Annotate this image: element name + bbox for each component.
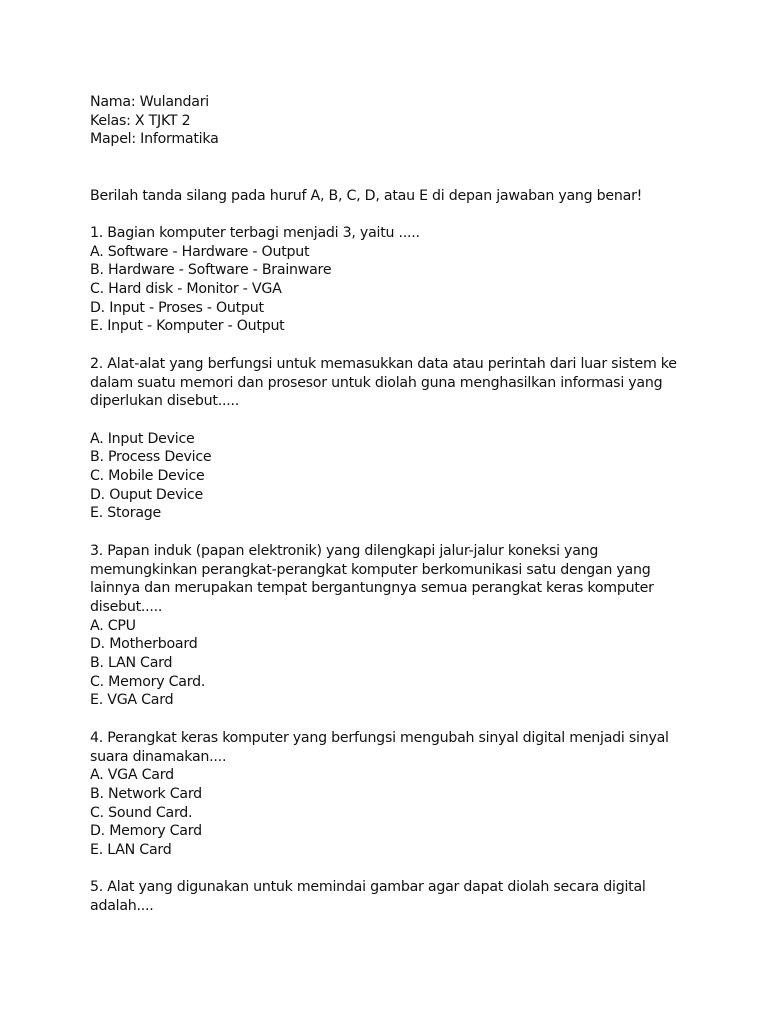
- question-text-line: 1. Bagian komputer terbagi menjadi 3, yaitu .....: [90, 224, 420, 241]
- student-name: Nama: Wulandari: [90, 94, 209, 110]
- answer-option-a: A. VGA Card: [90, 767, 174, 784]
- answer-option-d: D. Memory Card: [90, 823, 202, 840]
- spacer: [90, 205, 710, 224]
- spacer: [90, 523, 710, 542]
- document-page: [90, 93, 710, 916]
- question-text-line: disebut.....: [90, 598, 163, 615]
- answer-option-b: B. Network Card: [90, 785, 202, 802]
- question-text-line: memungkinkan perangkat-perangkat komputer berkomunikasi satu dengan yang: [90, 561, 651, 578]
- question-1: [90, 224, 710, 336]
- answer-option-b: B. Hardware - Software - Brainware: [90, 262, 332, 279]
- spacer: [90, 336, 710, 355]
- spacer: [90, 860, 710, 879]
- question-text-line: dalam suatu memori dan prosesor untuk diolah guna menghasilkan informasi yang: [90, 374, 663, 391]
- spacer: [90, 149, 710, 186]
- answer-option-e: E. Input - Komputer - Output: [90, 318, 285, 335]
- answer-option: D. Motherboard: [90, 636, 198, 653]
- spacer: [90, 710, 710, 729]
- answer-option-e: E. Storage: [90, 505, 161, 522]
- answer-option-e: E. LAN Card: [90, 842, 172, 859]
- answer-option-a: A. Software - Hardware - Output: [90, 243, 310, 260]
- answer-option: A. CPU: [90, 617, 136, 634]
- answer-option-b: B. Process Device: [90, 449, 212, 466]
- answer-option-c: C. Mobile Device: [90, 468, 205, 484]
- question-3: [90, 542, 710, 710]
- answer-option: E. VGA Card: [90, 692, 174, 709]
- answer-option: C. Memory Card.: [90, 673, 206, 690]
- answer-option-a: A. Input Device: [90, 430, 195, 447]
- question-text-line: suara dinamakan....: [90, 748, 227, 765]
- question-4: [90, 729, 710, 860]
- question-text-line: 4. Perangkat keras komputer yang berfungsi mengubah sinyal digital menjadi sinyal: [90, 729, 669, 746]
- student-class: Kelas: X TJKT 2: [90, 112, 191, 129]
- answer-option-c: C. Hard disk - Monitor - VGA: [90, 281, 282, 297]
- question-text-line: 5. Alat yang digunakan untuk memindai gambar agar dapat diolah secara digital: [90, 879, 646, 896]
- subject: Mapel: Informatika: [90, 131, 219, 148]
- question-text-line: diperlukan disebut.....: [90, 393, 240, 410]
- spacer: [90, 411, 710, 430]
- question-text-line: 3. Papan induk (papan elektronik) yang dilengkapi jalur-jalur koneksi yang: [90, 542, 599, 559]
- question-text-line: 2. Alat-alat yang berfungsi untuk memasukkan data atau perintah dari luar sistem ke: [90, 355, 677, 372]
- question-2: [90, 355, 710, 523]
- instruction: Berilah tanda silang pada huruf A, B, C, D, atau E di depan jawaban yang benar!: [90, 187, 643, 204]
- question-text-line: adalah....: [90, 898, 154, 915]
- answer-option-d: D. Ouput Device: [90, 486, 203, 503]
- answer-option-d: D. Input - Proses - Output: [90, 299, 264, 316]
- answer-option-c: C. Sound Card.: [90, 804, 193, 821]
- question-5: [90, 878, 710, 915]
- question-text-line: lainnya dan merupakan tempat bergantungnya semua perangkat keras komputer: [90, 580, 654, 597]
- answer-option: B. LAN Card: [90, 655, 173, 672]
